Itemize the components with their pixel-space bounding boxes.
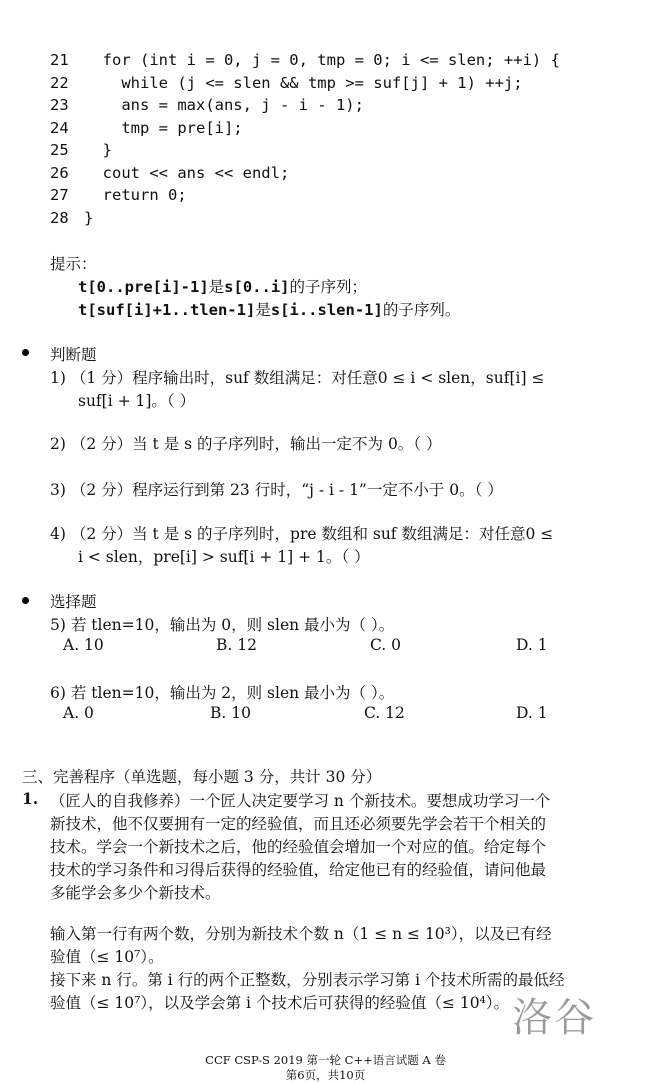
hint-line-2 xyxy=(78,298,460,320)
footer-title: CCF CSP-S 2019 第一轮 C++语言试题 A 卷 xyxy=(205,1053,446,1067)
code-line xyxy=(50,49,560,72)
line-number: 21 xyxy=(50,51,69,69)
paragraph-line: 多能学会多少个新技术。 xyxy=(50,884,221,902)
hint-line-1 xyxy=(78,275,367,297)
paragraph-line: 技术。学会一个新技术之后，他的经验值会增加一个对应的值。给定每个 xyxy=(50,838,547,856)
code-text: } xyxy=(84,141,112,159)
option: D. 1 xyxy=(516,636,548,654)
footer-page-number: 第6页，共10页 xyxy=(285,1068,366,1082)
code-text: } xyxy=(84,208,94,227)
line-number: 26 xyxy=(50,163,69,182)
paragraph-line: （匠人的自我修养）一个匠人决定要学习 n 个新技术。要想成功学习一个 xyxy=(50,792,551,810)
section-title: 三、完善程序（单选题，每小题 3 分，共计 30 分） xyxy=(22,768,382,786)
line-number: 28 xyxy=(50,208,69,227)
choice-title: 选择题 xyxy=(50,593,97,611)
watermark-logo: 洛谷 xyxy=(512,995,596,1041)
question-1-line-1: 1) （1 分）程序输出时，suf 数组满足：对任意0 ≤ i < slen，suf[i] ≤ xyxy=(50,369,545,387)
question-1-line-2: suf[i + 1]。（ ） xyxy=(78,392,196,410)
option: B. 12 xyxy=(216,636,257,654)
judge-title: 判断题 xyxy=(50,346,97,364)
bullet xyxy=(22,597,29,604)
hint-code: s[i..slen-1] xyxy=(270,301,383,319)
option: D. 1 xyxy=(516,704,548,722)
hint-code: t[0..pre[i]-1] xyxy=(78,278,209,296)
paragraph-line: 输入第一行有两个数，分别为新技术个数 n（1 ≤ n ≤ 10³），以及已有经 xyxy=(50,925,552,943)
line-number: 22 xyxy=(50,73,69,92)
line-number: 27 xyxy=(50,186,69,204)
code-line xyxy=(50,117,243,140)
code-line xyxy=(50,162,289,185)
hint-text: 的子序列； xyxy=(289,278,368,296)
question-3: 3) （2 分）程序运行到第 23 行时，“j - i - 1”一定不小于 0。（ ） xyxy=(50,481,503,499)
item-number: 1. xyxy=(22,789,39,808)
hint-text: 的子序列。 xyxy=(382,301,461,319)
question-2: 2) （2 分）当 t 是 s 的子序列时，输出一定不为 0。（ ） xyxy=(50,435,442,453)
option: B. 10 xyxy=(210,704,251,722)
option: C. 12 xyxy=(364,704,405,722)
code-text: tmp = pre[i]; xyxy=(84,118,243,137)
line-number: 23 xyxy=(50,96,69,114)
code-text: return 0; xyxy=(84,186,187,204)
paragraph-line: 技术的学习条件和习得后获得的经验值，给定他已有的经验值，请问他最 xyxy=(50,861,547,879)
line-number: 24 xyxy=(50,118,69,137)
bullet xyxy=(22,349,29,356)
code-line xyxy=(50,207,93,230)
option: A. 0 xyxy=(63,704,94,722)
code-line xyxy=(50,94,364,117)
paragraph-line: 新技术，他不仅要拥有一定的经验值，而且还必须要先学会若干个相关的 xyxy=(50,815,547,833)
code-text: ans = max(ans, j - i - 1); xyxy=(84,96,364,114)
paragraph-line: 验值（≤ 10⁷）。 xyxy=(50,948,164,966)
code-text: while (j <= slen && tmp >= suf[j] + 1) ++j; xyxy=(84,73,523,92)
line-number: 25 xyxy=(50,141,69,159)
code-text: for (int i = 0, j = 0, tmp = 0; i <= slen; ++i) { xyxy=(84,51,560,69)
paragraph-line: 验值（≤ 10⁷），以及学会第 i 个技术后可获得的经验值（≤ 10⁴）。 xyxy=(50,994,510,1012)
hint-text: 是 xyxy=(255,301,271,319)
code-line xyxy=(50,139,112,162)
paragraph-line: 接下来 n 行。第 i 行的两个正整数，分别表示学习第 i 个技术所需的最低经 xyxy=(50,971,565,989)
code-text: cout << ans << endl; xyxy=(84,163,290,182)
code-line xyxy=(50,72,523,95)
question-4-line-2: i < slen，pre[i] > suf[i + 1] + 1。（ ） xyxy=(78,548,370,566)
option: A. 10 xyxy=(63,636,104,654)
question-4-line-1: 4) （2 分）当 t 是 s 的子序列时，pre 数组和 suf 数组满足：对任意0 ≤ xyxy=(50,525,554,543)
hint-code: t[suf[i]+1..tlen-1] xyxy=(78,301,256,319)
hint-label: 提示： xyxy=(50,255,97,273)
option: C. 0 xyxy=(370,636,402,654)
question-6: 6) 若 tlen=10，输出为 2，则 slen 最小为（ ）。 xyxy=(50,684,395,702)
hint-code: s[0..i] xyxy=(224,278,290,296)
code-line xyxy=(50,184,187,207)
question-5: 5) 若 tlen=10，输出为 0，则 slen 最小为（ ）。 xyxy=(50,616,395,634)
hint-text: 是 xyxy=(208,278,225,296)
